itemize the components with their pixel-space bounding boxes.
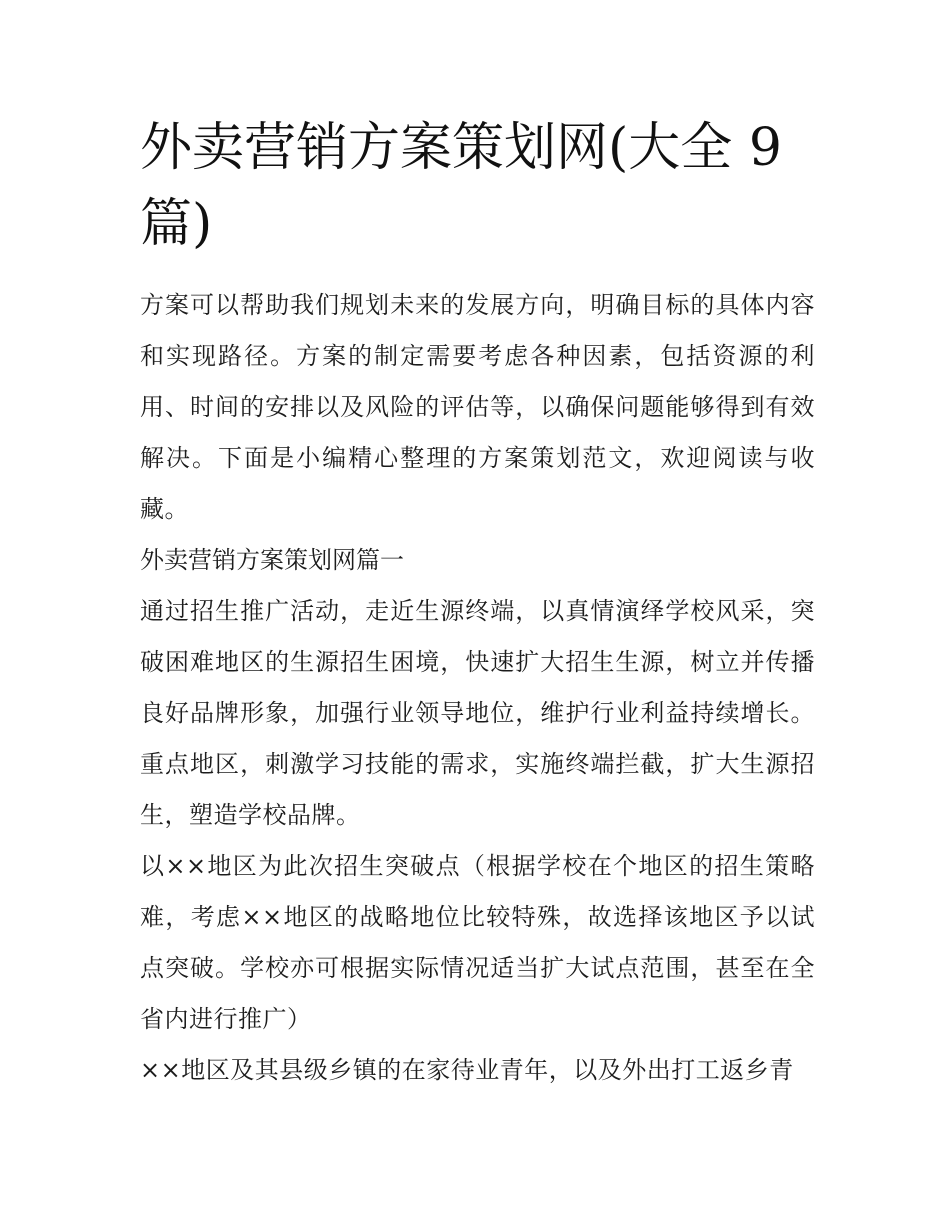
document-title: 外卖营销方案策划网(大全 9 篇): [140, 118, 782, 254]
body-paragraph-1: 通过招生推广活动，走近生源终端，以真情演绎学校风采，突破困难地区的生源招生困境，快速扩大招生生源，树立并传播良好品牌形象，加强行业领导地位，维护行业利益持续增长。重点地区，刺激学习技能的需求，实施终端拦截，扩大生源招生，塑造学校品牌。: [140, 597, 815, 829]
intro-paragraph: 方案可以帮助我们规划未来的发展方向，明确目标的具体内容和实现路径。方案的制定需要考虑各种因素，包括资源的利用、时间的安排以及风险的评估等，以确保问题能够得到有效解决。下面是小编精心整理的方案策划范文，欢迎阅读与收藏。: [140, 291, 815, 523]
body-paragraph-2: 以××地区为此次招生突破点（根据学校在个地区的招生策略难，考虑××地区的战略地位比较特殊，故选择该地区予以试点突破。学校亦可根据实际情况适当扩大试点范围，甚至在全省内进行推广）: [140, 852, 815, 1033]
section-heading: 外卖营销方案策划网篇一: [140, 546, 404, 574]
body-paragraph-3: ××地区及其县级乡镇的在家待业青年，以及外出打工返乡青: [140, 1056, 794, 1084]
document-body: [140, 110, 815, 1096]
